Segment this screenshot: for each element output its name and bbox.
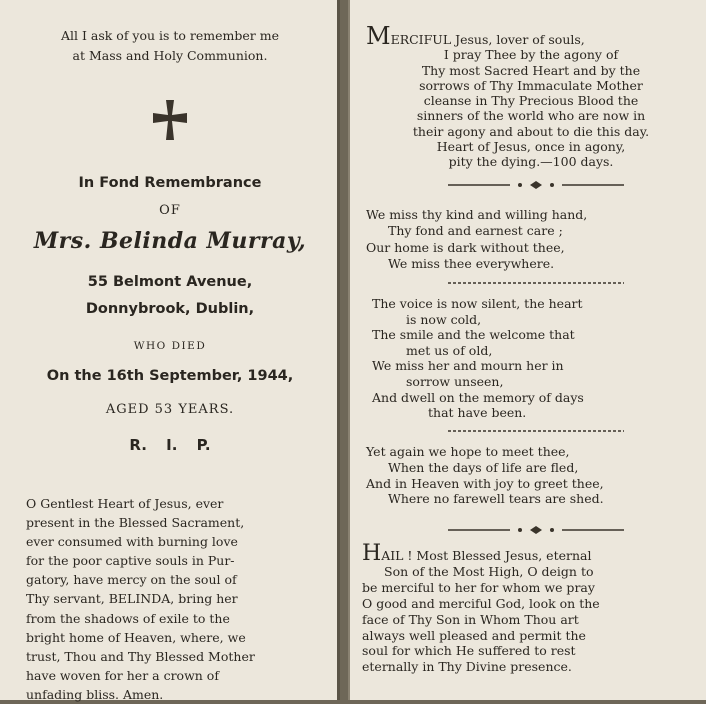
- request-line: All I ask of you is to remember me: [60, 28, 280, 43]
- who-died-text: WHO DIED: [133, 340, 207, 352]
- drop-cap: M: [366, 22, 391, 50]
- prayer-line: O good and merciful God, look on the: [362, 595, 600, 611]
- prayer-line: gatory, have mercy on the soul of: [26, 572, 237, 588]
- request-text: [10, 26, 330, 66]
- prayer-line: I pray Thee by the agony of: [443, 47, 619, 63]
- cross-pattee-icon: [150, 98, 190, 142]
- prayer-line: ERCIFUL Jesus, lover of souls,: [390, 32, 585, 47]
- verse-line: We miss thy kind and willing hand,: [366, 207, 588, 222]
- prayer-first-line: [366, 22, 696, 50]
- prayer-line: unfading bliss. Amen.: [26, 686, 164, 702]
- prayer-line: sorrows of Thy Immaculate Mother: [419, 77, 643, 93]
- miss-thee-verse: [366, 207, 686, 272]
- verse-line: that have been.: [428, 405, 527, 421]
- verse-line: When the days of life are fled,: [388, 459, 579, 475]
- verse-line: We miss thee everywhere.: [388, 255, 555, 271]
- age-text: AGED 53 YEARS.: [105, 402, 235, 417]
- verse-line: And dwell on the memory of days: [372, 389, 584, 405]
- ornamental-divider-icon: [448, 180, 624, 190]
- hail-jesus-prayer: [362, 541, 698, 675]
- prayer-line: Thy most Sacred Heart and by the: [421, 62, 641, 78]
- verse-line: The smile and the welcome that: [372, 327, 575, 343]
- rip-text: R. I. P.: [129, 436, 211, 454]
- remembrance-heading: In Fond Remembrance: [78, 175, 262, 191]
- prayer-line: face of Thy Son in Whom Thou art: [362, 611, 579, 627]
- prayer-line: have woven for her a crown of: [26, 667, 219, 683]
- death-date: On the 16th September, 1944,: [46, 368, 294, 384]
- of-text: OF: [159, 203, 181, 218]
- verse-line: met us of old,: [406, 342, 493, 358]
- address-line-2: Donnybrook, Dublin,: [85, 301, 255, 317]
- deceased-name: Mrs. Belinda Murray,: [33, 228, 307, 254]
- verse-line: The voice is now silent, the heart: [372, 296, 583, 311]
- address-line-1: 55 Belmont Avenue,: [87, 274, 253, 290]
- merciful-jesus-prayer: [366, 22, 696, 170]
- prayer-line: soul for which He suffered to rest: [362, 643, 576, 659]
- verse-line: We miss her and mourn her in: [372, 358, 564, 374]
- prayer-line: always well pleased and permit the: [362, 627, 586, 643]
- verse-line: Thy fond and earnest care ;: [388, 223, 563, 239]
- request-line: at Mass and Holy Communion.: [72, 48, 268, 63]
- prayer-line: present in the Blessed Sacrament,: [26, 515, 245, 531]
- ornamental-divider-icon: [448, 278, 624, 288]
- prayer-line: cleanse in Thy Precious Blood the: [423, 93, 639, 109]
- prayer-line: O Gentlest Heart of Jesus, ever: [26, 496, 224, 511]
- silent-voice-verse: [372, 296, 682, 421]
- prayer-line: be merciful to her for whom we pray: [362, 579, 595, 595]
- prayer-line: trust, Thou and Thy Blessed Mother: [26, 648, 255, 664]
- sacred-heart-prayer: [26, 494, 326, 704]
- verse-line: Yet again we hope to meet thee,: [366, 444, 570, 459]
- prayer-line: their agony and about to die this day.: [412, 123, 650, 139]
- verse-line: And in Heaven with joy to greet thee,: [366, 475, 604, 491]
- prayer-line: bright home of Heaven, where, we: [26, 629, 246, 645]
- verse-line: is now cold,: [406, 311, 482, 327]
- hope-to-meet-verse: [366, 444, 692, 507]
- prayer-line: Son of the Most High, O deign to: [384, 563, 594, 579]
- prayer-line: Thy servant, BELINDA, bring her: [26, 591, 238, 607]
- verse-line: Our home is dark without thee,: [366, 239, 565, 255]
- prayer-line: ever consumed with burning love: [26, 534, 238, 550]
- prayer-line: pity the dying.—100 days.: [448, 154, 614, 170]
- verse-line: sorrow unseen,: [406, 373, 504, 389]
- verse-line: Where no farewell tears are shed.: [388, 491, 604, 507]
- ornamental-divider-icon: [448, 525, 624, 535]
- prayer-line: Heart of Jesus, once in agony,: [436, 139, 626, 155]
- prayer-line: AIL ! Most Blessed Jesus, eternal: [381, 548, 592, 563]
- prayer-line: from the shadows of exile to the: [26, 610, 230, 626]
- drop-cap: H: [362, 541, 382, 566]
- prayer-line: eternally in Thy Divine presence.: [362, 659, 572, 675]
- prayer-first-line: [362, 541, 698, 566]
- ornamental-divider-icon: [448, 426, 624, 436]
- prayer-line: for the poor captive souls in Pur-: [26, 553, 235, 569]
- prayer-line: sinners of the world who are now in: [416, 108, 646, 124]
